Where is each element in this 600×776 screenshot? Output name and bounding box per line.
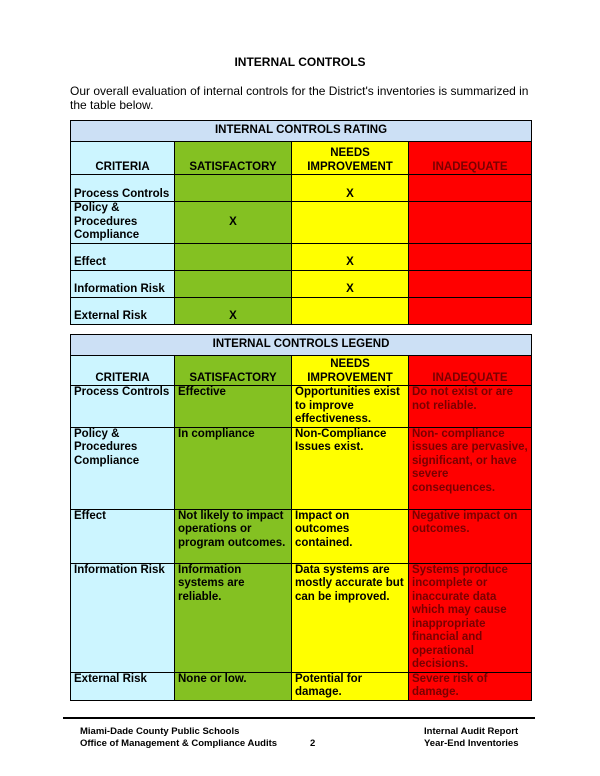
footer-report-subject: Year-End Inventories [424, 738, 519, 749]
footer-left [80, 726, 277, 750]
legend-satisfactory: In compliance [175, 427, 292, 509]
rating-inadequate-mark [409, 202, 532, 244]
rating-satisfactory-mark: X [175, 297, 292, 324]
rating-satisfactory-mark [175, 175, 292, 202]
legend-table [70, 334, 532, 701]
table-row [71, 672, 532, 700]
legend-inadequate: Severe risk of damage. [409, 672, 532, 700]
rating-satisfactory-mark [175, 243, 292, 270]
rating-header-satisfactory: SATISFACTORY [175, 142, 292, 175]
legend-table-title: INTERNAL CONTROLS LEGEND [71, 335, 532, 356]
table-row [71, 563, 532, 672]
rating-inadequate-mark [409, 243, 532, 270]
legend-needs-improvement: Opportunities exist to improve effectiveness. [292, 386, 409, 428]
rating-needs-improvement-mark [292, 297, 409, 324]
legend-header-inadequate: INADEQUATE [409, 356, 532, 386]
rating-criteria: Process Controls [71, 175, 175, 202]
footer-divider [63, 717, 535, 719]
rating-satisfactory-mark [175, 270, 292, 297]
rating-header-inadequate: INADEQUATE [409, 142, 532, 175]
legend-needs-improvement: Data systems are mostly accurate but can be improved. [292, 563, 409, 672]
legend-criteria: Policy & Procedures Compliance [71, 427, 175, 509]
legend-criteria: Information Risk [71, 563, 175, 672]
rating-criteria: Policy & Procedures Compliance [71, 202, 175, 244]
legend-inadequate: Systems produce incomplete or inaccurate data which may cause inappropriate financial and operational decisions. [409, 563, 532, 672]
legend-inadequate: Do not exist or are not reliable. [409, 386, 532, 428]
legend-satisfactory: Information systems are reliable. [175, 563, 292, 672]
legend-header-needs-improvement: NEEDS IMPROVEMENT [292, 356, 409, 386]
table-row [71, 509, 532, 563]
legend-satisfactory: Not likely to impact operations or program outcomes. [175, 509, 292, 563]
legend-header-criteria: CRITERIA [71, 356, 175, 386]
rating-inadequate-mark [409, 297, 532, 324]
legend-needs-improvement: Potential for damage. [292, 672, 409, 700]
rating-criteria: Information Risk [71, 270, 175, 297]
rating-header-needs-improvement: NEEDS IMPROVEMENT [292, 142, 409, 175]
table-row [71, 243, 532, 270]
rating-header-criteria: CRITERIA [71, 142, 175, 175]
footer-org: Miami-Dade County Public Schools [80, 726, 240, 737]
rating-criteria: Effect [71, 243, 175, 270]
table-row [71, 386, 532, 428]
legend-needs-improvement: Impact on outcomes contained. [292, 509, 409, 563]
table-row [71, 270, 532, 297]
footer-report-name: Internal Audit Report [424, 726, 519, 737]
intro-paragraph: Our overall evaluation of internal controls for the District's inventories is summarized in the table below. [70, 84, 529, 112]
legend-header-satisfactory: SATISFACTORY [175, 356, 292, 386]
rating-criteria: External Risk [71, 297, 175, 324]
legend-criteria: Effect [71, 509, 175, 563]
rating-needs-improvement-mark: X [292, 243, 409, 270]
rating-satisfactory-mark: X [175, 202, 292, 244]
legend-inadequate: Non- compliance issues are pervasive, significant, or have severe consequences. [409, 427, 532, 509]
legend-needs-improvement: Non-Compliance Issues exist. [292, 427, 409, 509]
rating-table-title: INTERNAL CONTROLS RATING [71, 121, 532, 142]
page-number: 2 [310, 738, 316, 749]
rating-table [70, 120, 532, 325]
table-row [71, 297, 532, 324]
table-row [71, 175, 532, 202]
rating-inadequate-mark [409, 270, 532, 297]
table-row [71, 202, 532, 244]
rating-needs-improvement-mark [292, 202, 409, 244]
rating-needs-improvement-mark: X [292, 175, 409, 202]
rating-needs-improvement-mark: X [292, 270, 409, 297]
table-row [71, 427, 532, 509]
footer-right [424, 726, 519, 750]
page-title: INTERNAL CONTROLS [234, 55, 366, 69]
rating-inadequate-mark [409, 175, 532, 202]
legend-satisfactory: Effective [175, 386, 292, 428]
legend-criteria: External Risk [71, 672, 175, 700]
legend-criteria: Process Controls [71, 386, 175, 428]
footer-office: Office of Management & Compliance Audits [80, 738, 278, 749]
legend-inadequate: Negative impact on outcomes. [409, 509, 532, 563]
legend-satisfactory: None or low. [175, 672, 292, 700]
